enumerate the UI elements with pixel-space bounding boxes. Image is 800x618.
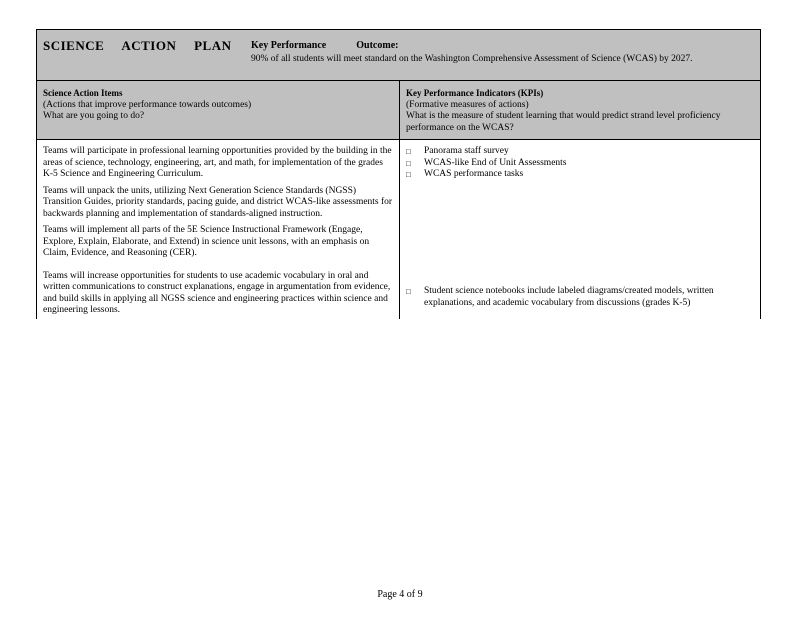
- action-item: Teams will implement all parts of the 5E Science Instructional Framework (Engage, Explore, Explain, Elaborate, and Extend) in science unit lessons, with an emphasis on Claim, Evidence, and Reasoning (CER).: [43, 225, 370, 258]
- kpi-subheading-1: (Formative measures of actions): [406, 99, 529, 110]
- kpo-outcome-text: Outcome:: [356, 40, 399, 51]
- action-item: Teams will increase opportunities for students to use academic vocabulary in oral and written communications to construct explanations, engage in argumentation from evidence, and build skills in applying all NGSS science and engineering practices within science and engineering lessons.: [43, 270, 391, 315]
- action-items-column-header: [37, 81, 400, 139]
- key-performance-outcome-label: [251, 40, 398, 51]
- kpi-item-text: Panorama staff survey: [424, 146, 509, 156]
- kpo-label-text: Key Performance: [251, 40, 327, 51]
- kpi-item: [406, 146, 754, 158]
- kpi-item-text: WCAS performance tasks: [424, 169, 524, 179]
- action-items-subheading-1: (Actions that improve performance towards outcomes): [43, 99, 252, 110]
- column-headers: [36, 81, 761, 140]
- checkbox-bullet-icon: □: [406, 287, 411, 296]
- key-performance-outcome-text: 90% of all students will meet standard on the Washington Comprehensive Assessment of Science (WCAS) by 2027.: [251, 54, 693, 64]
- kpi-group-2: [406, 286, 754, 309]
- kpi-item-text: Student science notebooks include labeled diagrams/created models, written explanations, and academic vocabulary from discussions (grades K-5): [424, 286, 714, 308]
- kpi-item: [406, 286, 754, 309]
- action-item: Teams will participate in professional learning opportunities provided by the building in the areas of science, technology, engineering, art, and math, for implementation of the grades K-5 Science and Engineering Curriculum.: [43, 146, 392, 179]
- action-items-subheading-2: What are you going to do?: [43, 111, 145, 121]
- kpi-list: [400, 140, 760, 319]
- checkbox-bullet-icon: □: [406, 158, 411, 168]
- plan-body: [36, 140, 761, 319]
- action-plan-table: [36, 29, 761, 319]
- plan-header: [36, 29, 761, 81]
- kpi-column-header: [400, 81, 760, 139]
- kpi-heading: Key Performance Indicators (KPIs): [406, 88, 544, 98]
- action-items-heading: Science Action Items: [43, 88, 123, 98]
- action-items-list: [37, 140, 400, 319]
- checkbox-bullet-icon: □: [406, 147, 411, 156]
- kpi-subheading-2: What is the measure of student learning that would predict strand level proficiency performance on the WCAS?: [406, 111, 721, 133]
- action-item: Teams will unpack the units, utilizing Next Generation Science Standards (NGSS) Transition Guides, priority standards, pacing guide, and district WCAS-like assessments for backwards planning and implementation of standards-aligned instruction.: [43, 185, 393, 219]
- checkbox-bullet-icon: □: [406, 170, 411, 179]
- kpi-group-1: [406, 146, 754, 181]
- kpi-item: [406, 158, 754, 170]
- page-number: Page 4 of 9: [377, 589, 423, 600]
- page-title: SCIENCE ACTION PLAN: [43, 38, 232, 53]
- kpi-item-text: WCAS-like End of Unit Assessments: [424, 157, 567, 168]
- kpi-item: [406, 169, 754, 181]
